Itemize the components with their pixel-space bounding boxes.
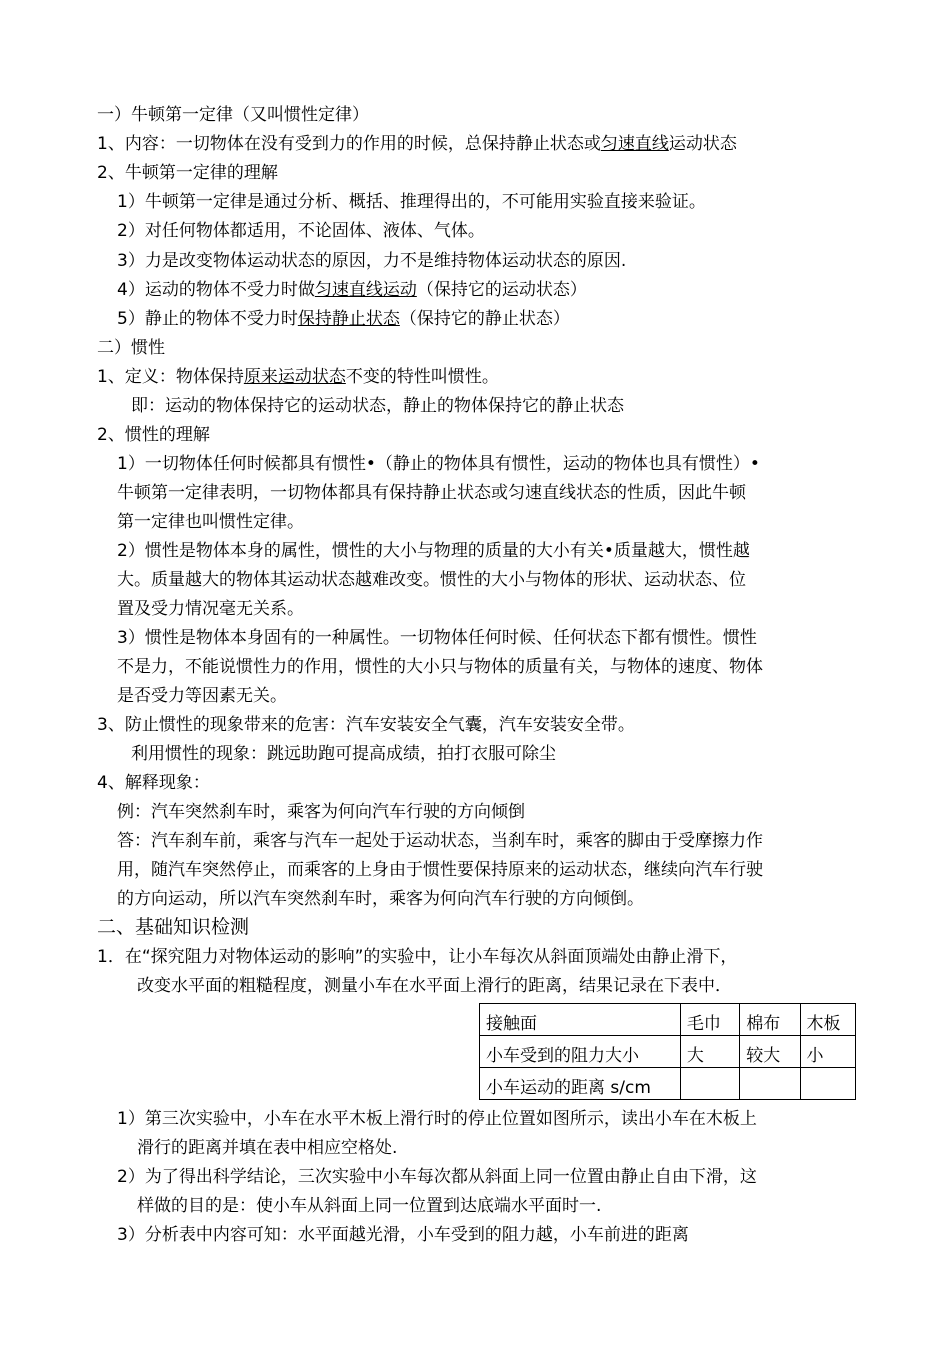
table-cell: 毛巾: [680, 1004, 739, 1036]
experiment-table: [479, 1003, 856, 1100]
subquestion-3: 3）分析表中内容可知：水平面越光滑，小车受到的阻力越，小车前进的距离: [117, 1225, 689, 1245]
table-cell: 小车运动的距离 s/cm: [480, 1068, 681, 1100]
blank-answer-cell: [680, 1068, 739, 1100]
subquestion-2-line-2: 样做的目的是：使小车从斜面上同一位置到达底端水平面时一.: [137, 1196, 602, 1216]
blank-answer-cell: [800, 1068, 855, 1100]
inertia-p2-line-3: 置及受力情况毫无关系。: [117, 599, 304, 619]
inertia-p1-line-3: 第一定律也叫惯性定律。: [117, 512, 304, 532]
prevent-inertia-harm: 3、防止惯性的现象带来的危害：汽车安装安全气囊，汽车安装安全带。: [97, 715, 635, 735]
law-item-2: 2）对任何物体都适用，不论固体、液体、气体。: [117, 221, 485, 241]
table-row: [480, 1004, 856, 1036]
table-cell: 木板: [800, 1004, 855, 1036]
answer-line-2: 用，随汽车突然停止，而乘客的上身由于惯性要保持原来的运动状态，继续向汽车行驶: [117, 860, 763, 880]
answer-line-3: 的方向运动，所以汽车突然刹车时，乘客为何向汽车行驶的方向倾倒。: [117, 889, 644, 909]
inertia-definition: 1、定义：物体保持原来运动状态不变的特性叫惯性。: [97, 367, 499, 387]
underlined-answer: 匀速直线运动: [314, 280, 417, 300]
inertia-understanding-heading: 2、惯性的理解: [97, 425, 210, 445]
subquestion-1-line-1: 1）第三次实验中，小车在水平木板上滑行时的停止位置如图所示，读出小车在木板上: [117, 1109, 757, 1129]
law-item-5: 5）静止的物体不受力时保持静止状态（保持它的静止状态）: [117, 309, 570, 329]
inertia-p3-line-3: 是否受力等因素无关。: [117, 686, 287, 706]
table-cell: 较大: [740, 1036, 800, 1068]
subquestion-2-line-1: 2）为了得出科学结论，三次实验中小车每次都从斜面上同一位置由静止自由下滑，这: [117, 1167, 757, 1187]
inertia-p1-line-2: 牛顿第一定律表明，一切物体都具有保持静止状态或匀速直线状态的性质，因此牛顿: [117, 483, 746, 503]
table-cell: 小车受到的阻力大小: [480, 1036, 681, 1068]
table-cell: 小: [800, 1036, 855, 1068]
question-1-line-2: 改变水平面的粗糙程度，测量小车在水平面上滑行的距离，结果记录在下表中．: [137, 976, 732, 996]
underlined-answer: 匀速直线: [600, 134, 669, 154]
law-item-4: 4）运动的物体不受力时做匀速直线运动（保持它的运动状态）: [117, 280, 587, 300]
law-item-1: 1）牛顿第一定律是通过分析、概括、推理得出的，不可能用实验直接来验证。: [117, 192, 706, 212]
inertia-p3-line-2: 不是力，不能说惯性力的作用，惯性的大小只与物体的质量有关，与物体的速度、物体: [117, 657, 763, 677]
table-row: [480, 1068, 856, 1100]
underlined-answer: 保持静止状态: [297, 309, 400, 329]
inertia-p2-line-2: 大。质量越大的物体其运动状态越难改变。惯性的大小与物体的形状、运动状态、位: [117, 570, 746, 590]
inertia-p1-line-1: 1）一切物体任何时候都具有惯性•（静止的物体具有惯性，运动的物体也具有惯性）•: [117, 454, 760, 474]
underlined-answer: 原来运动状态: [243, 367, 346, 387]
subquestion-1-line-2: 滑行的距离并填在表中相应空格处.: [137, 1138, 398, 1158]
blank-answer-cell: [740, 1068, 800, 1100]
inertia-p3-line-1: 3）惯性是物体本身固有的一种属性。一切物体任何时候、任何状态下都有惯性。惯性: [117, 628, 757, 648]
heading-newton-first-law: 一）牛顿第一定律（又叫惯性定律）: [97, 105, 369, 125]
heading-inertia: 二）惯性: [97, 338, 165, 358]
table-cell: 大: [680, 1036, 739, 1068]
heading-basic-knowledge-test: 二、基础知识检测: [97, 916, 250, 938]
content-line: 1、内容：一切物体在没有受到力的作用的时候，总保持静止状态或匀速直线运动状态: [97, 134, 737, 154]
question-1-line-1: 1．在“探究阻力对物体运动的影响”的实验中，让小车每次从斜面顶端处由静止滑下，: [97, 947, 738, 967]
answer-line-1: 答：汽车刹车前，乘客与汽车一起处于运动状态，当刹车时，乘客的脚由于受摩擦力作: [117, 831, 763, 851]
law-item-3: 3）力是改变物体运动状态的原因，力不是维持物体运动状态的原因.: [117, 251, 627, 271]
table-cell: 棉布: [740, 1004, 800, 1036]
explain-heading: 4、解释现象：: [97, 773, 210, 793]
table-cell: 接触面: [480, 1004, 681, 1036]
inertia-definition-note: 即：运动的物体保持它的运动状态，静止的物体保持它的静止状态: [131, 396, 624, 416]
understanding-heading: 2、牛顿第一定律的理解: [97, 163, 278, 183]
use-inertia: 利用惯性的现象：跳远助跑可提高成绩，拍打衣服可除尘: [131, 744, 556, 764]
example-question: 例：汽车突然刹车时，乘客为何向汽车行驶的方向倾倒: [117, 802, 525, 822]
inertia-p2-line-1: 2）惯性是物体本身的属性，惯性的大小与物理的质量的大小有关•质量越大，惯性越: [117, 541, 750, 561]
table-row: [480, 1036, 856, 1068]
